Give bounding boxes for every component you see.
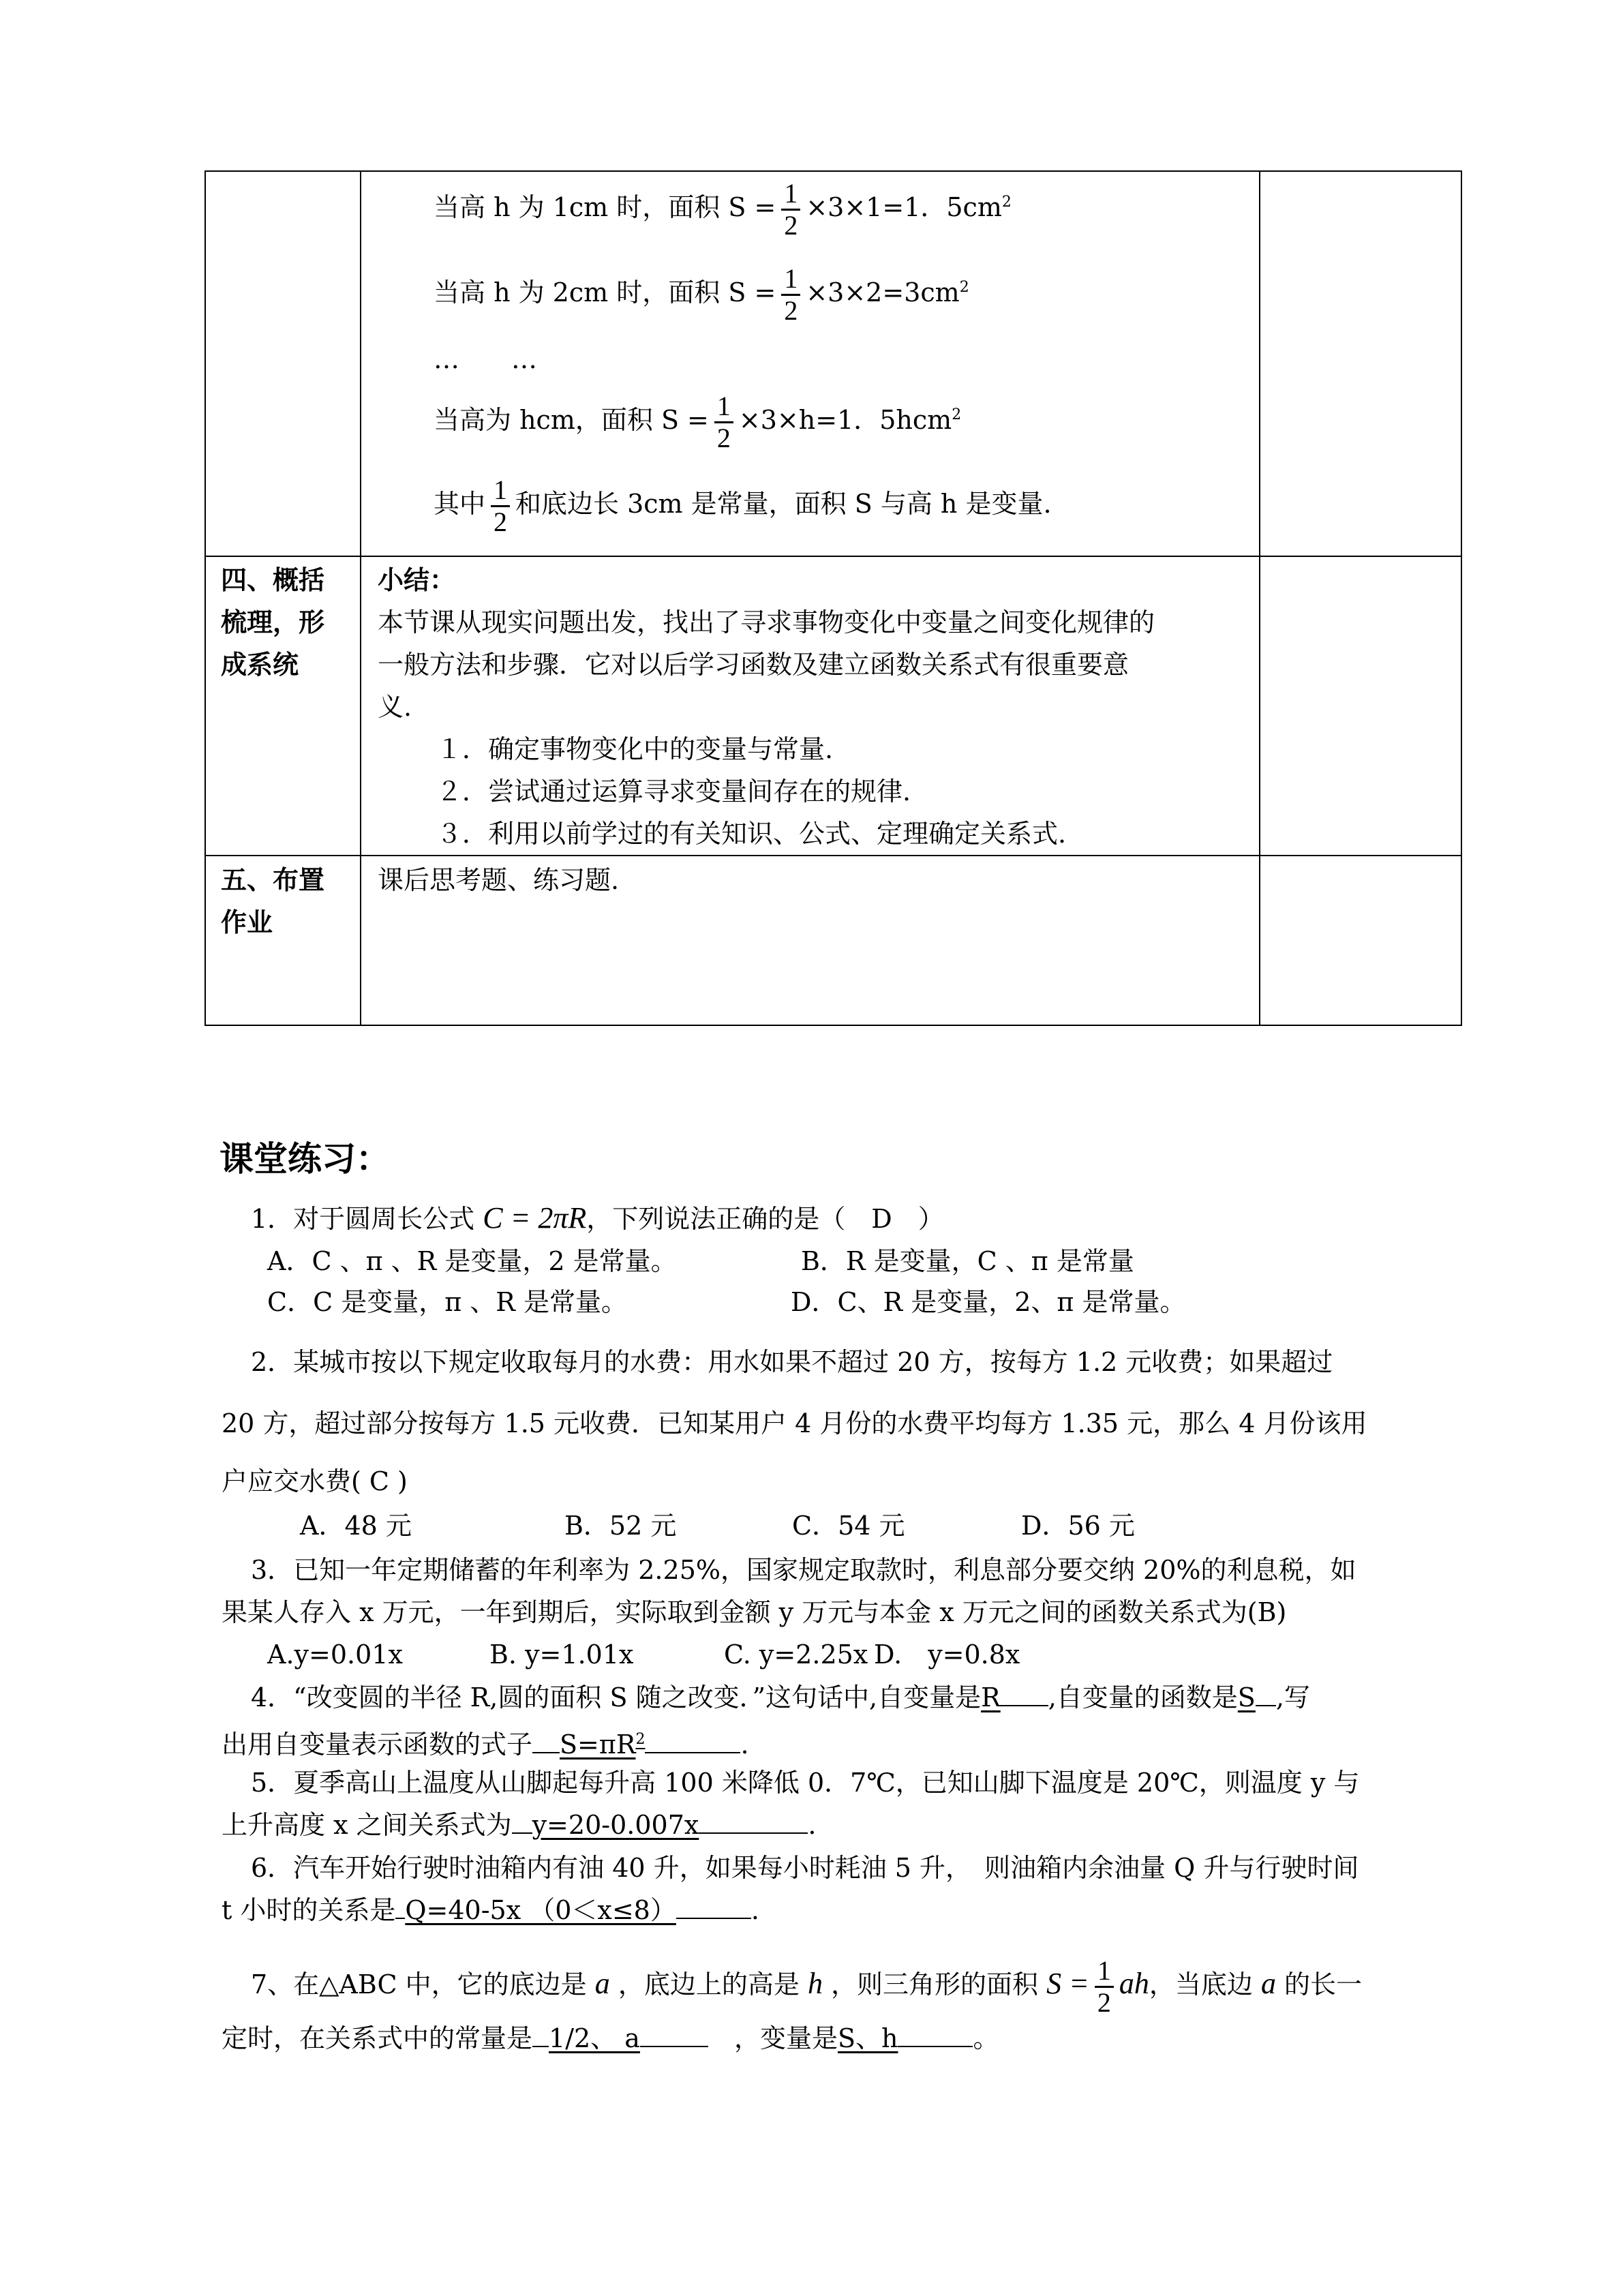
summary-paragraph: 本节课从现实问题出发，找出了寻求事物变化中变量之间变化规律的 一般方法和步骤．它对以后学习函数及建立函数关系式有很重要意 义.: [378, 607, 1155, 722]
fraction: $\frac{1}{2}$: [781, 264, 800, 326]
fraction: $\frac{1}{2}$: [1095, 1956, 1114, 2018]
question-5-line-1: 5．夏季高山上温度从山脚起每升高 100 米降低 0．7℃，已知山脚下温度是 20℃，则温度 y 与: [251, 1768, 1360, 1798]
summary-title: 小结：: [378, 565, 456, 595]
column-divider: [1259, 172, 1260, 1025]
q3-option-b: B. y=1.01x: [489, 1640, 634, 1670]
q3-option-c: C. y=2.25x: [724, 1640, 868, 1670]
q2-option-b: B．52 元: [564, 1511, 677, 1541]
question-6-line-1: 6．汽车开始行驶时油箱内有油 40 升，如果每小时耗油 5 升， 则油箱内余油量 Q 升与行驶时间: [251, 1853, 1359, 1883]
question-4-line-1: 4．“改变圆的半径 R,圆的面积 S 随之改变．”这句话中,自变量是R ,自变量的函数是S ,写: [251, 1680, 1310, 1715]
q1-option-d: D．C、R 是变量，2、π 是常量。: [791, 1287, 1186, 1317]
q2-option-c: C．54 元: [792, 1511, 905, 1541]
answer-blank: Q=40-5x （0＜x≤8）: [405, 1895, 676, 1925]
q3-option-a: A.y=0.01x: [267, 1640, 403, 1670]
answer-blank: 1/2、 a: [549, 2023, 640, 2053]
stage-label-summary: 四、概括 梳理，形 成系统: [221, 565, 325, 680]
question-1: 1．对于圆周长公式 C = 2πR，下列说法正确的是（ D ）: [251, 1201, 944, 1235]
question-3-line-2: 果某人存入 x 万元，一年到期后，实际取到金额 y 万元与本金 x 万元之间的函数关系式为(B): [222, 1597, 1287, 1627]
question-3-line-1: 3．已知一年定期储蓄的年利率为 2.25%，国家规定取款时，利息部分要交纳 20%的利息税，如: [251, 1555, 1356, 1585]
fraction: $\frac{1}{2}$: [714, 391, 733, 453]
column-divider: [360, 172, 361, 1025]
row-divider: [206, 556, 1461, 557]
q1-option-b: B．R 是变量，C 、π 是常量: [801, 1246, 1134, 1276]
question-2-line-1: 2．某城市按以下规定收取每月的水费：用水如果不超过 20 方，按每方 1.2 元收费；如果超过: [251, 1347, 1333, 1377]
fraction: $\frac{1}{2}$: [491, 475, 510, 537]
row-divider: [206, 855, 1461, 856]
list-item: ２．尝试通过运算寻求变量间存在的规律.: [436, 776, 911, 806]
list-item: １．确定事物变化中的变量与常量.: [436, 734, 834, 764]
answer-blank: S、h: [837, 2023, 898, 2053]
question-4-line-2: 出用自变量表示函数的式子 $S=\pi R^2$ .: [222, 1723, 749, 1762]
answer-blank: y=20-0.007x: [532, 1810, 699, 1840]
ellipsis-line: … …: [434, 344, 538, 374]
q2-option-d: D．56 元: [1021, 1511, 1135, 1541]
question-7-line-2: 定时，在关系式中的常量是 1/2、 a ，变量是S、h 。: [222, 2021, 999, 2055]
list-item: ３．利用以前学过的有关知识、公式、定理确定关系式.: [436, 819, 1067, 849]
answer-blank: S=πR: [560, 1729, 636, 1759]
calc-line-2: 当高 h 为 2cm 时，面积 S = $\frac{1}{2}$ $\times 3\times 2=3cm^2$: [434, 263, 969, 326]
constants-line: 其中 $\frac{1}{2}$ 和底边长 3cm 是常量，面积 S 与高 h 是变量.: [434, 474, 1052, 537]
question-6-line-2: t 小时的关系是 Q=40-5x （0＜x≤8） .: [222, 1893, 759, 1927]
summary-list: [436, 728, 1066, 855]
question-2-line-3: 户应交水费( C ): [222, 1466, 408, 1496]
stage-label-homework: 五、布置 作业: [221, 865, 325, 937]
q1-option-a: A．C 、π 、R 是变量，2 是常量。: [267, 1246, 677, 1276]
lesson-table: [204, 170, 1462, 1026]
q3-option-d: D. y=0.8x: [874, 1640, 1020, 1670]
answer-blank: R: [981, 1682, 1001, 1712]
homework-content: 课后思考题、练习题.: [378, 865, 620, 895]
practice-heading: 课堂练习：: [219, 1139, 390, 1179]
calc-line-1: 当高 h 为 1cm 时，面积 S = $\frac{1}{2}$ ×3×1=1．$5cm^2$: [434, 178, 1012, 241]
q2-option-a: A．48 元: [300, 1511, 412, 1541]
calc-line-general: 当高为 hcm，面积 S = $\frac{1}{2}$ ×3×h=1．5hcm$^2$: [434, 391, 962, 453]
fraction: $\frac{1}{2}$: [781, 179, 800, 241]
question-7-line-1: 7、在△ABC 中，它的底边是 a ，底边上的高是 h ，则三角形的面积 S = $\frac{1}{2}$ ah，当底边 a 的长一: [251, 1955, 1363, 2018]
question-2-line-2: 20 方，超过部分按每方 1.5 元收费．已知某用户 4 月份的水费平均每方 1.35 元，那么 4 月份该用: [222, 1408, 1367, 1438]
question-5-line-2: 上升高度 x 之间关系式为 y=20-0.007x .: [222, 1808, 816, 1842]
q1-option-c: C．C 是变量，π 、R 是常量。: [267, 1287, 627, 1317]
answer-blank: S: [1237, 1682, 1256, 1712]
